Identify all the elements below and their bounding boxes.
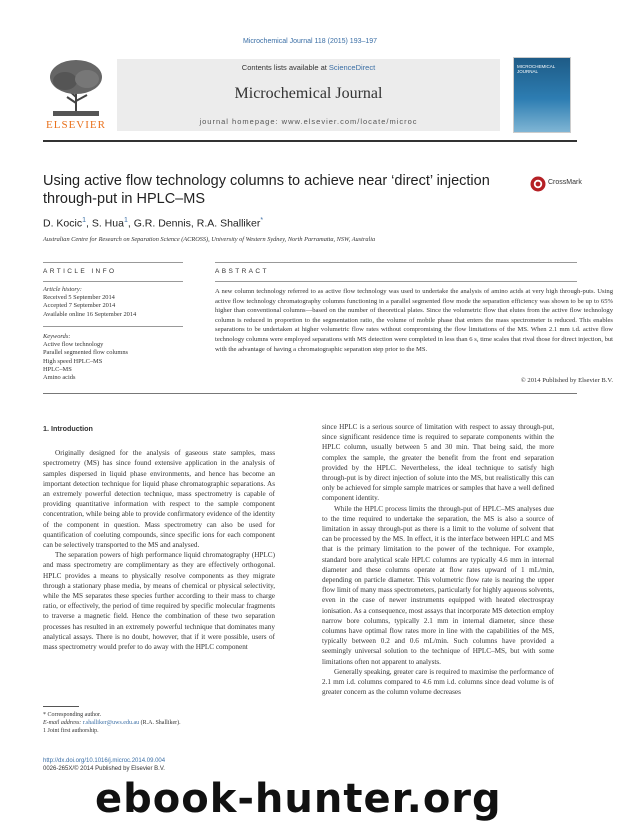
title-line-2: through-put in HPLC–MS bbox=[43, 191, 205, 207]
header-band bbox=[117, 59, 500, 131]
author-name[interactable]: R.A. Shalliker bbox=[196, 217, 261, 230]
abstract-rule-2 bbox=[215, 281, 577, 282]
email-label: E-mail address: bbox=[43, 720, 82, 726]
author-list: D. Kocic$^1$, S. Hua$^1$, G.R. Dennis, R.A. Shalliker* bbox=[43, 217, 264, 230]
body-paragraph: Originally designed for the analysis of gaseous state samples, mass spectrometry (MS) has since found extensive application in the analysis of samples dispersed in liquid phase environments, and hence has become an important detection technique for liquid phase chromatographic separations. As an extremely powerful detection technique, mass spectrometry is capable of providing quantitative information with respect to the sample component concentration, while being able to provide confirmatory evidence of the identity of the component in question. Mass spectrometry can also be used for quantification of coeluting compounds, since specific ions for each component can be selectively transported to the MS and analysed. bbox=[43, 449, 275, 550]
author-mark: 1 bbox=[82, 217, 86, 224]
info-rule-2 bbox=[43, 281, 183, 282]
author-name[interactable]: S. Hua bbox=[91, 217, 124, 230]
history-item: Available online 16 September 2014 bbox=[43, 310, 137, 318]
cover-title: MICROCHEMICAL JOURNAL bbox=[517, 64, 556, 74]
keywords bbox=[43, 333, 128, 382]
title-line-1: Using active flow technology columns to achieve near ‘direct’ injection bbox=[43, 173, 490, 189]
email-note bbox=[43, 719, 181, 727]
keyword-item: Amino acids bbox=[43, 374, 76, 382]
doi-block bbox=[43, 757, 165, 773]
abstract-heading: ABSTRACT bbox=[215, 268, 269, 275]
history-label: Article history: bbox=[43, 286, 82, 293]
info-rule bbox=[43, 262, 183, 263]
abstract-rule bbox=[215, 262, 577, 263]
article-history bbox=[43, 286, 136, 319]
contents-line bbox=[117, 63, 500, 72]
affiliation: Australian Centre for Research on Separation Science (ACROSS), University of Western Sydney, North Parramatta, NSW, Australia bbox=[43, 236, 376, 243]
journal-header bbox=[43, 55, 577, 135]
keyword-item: Active flow technology bbox=[43, 341, 104, 349]
history-item: Accepted 7 September 2014 bbox=[43, 302, 116, 310]
crossmark-label: CrossMark bbox=[548, 179, 582, 186]
keyword-item: Parallel segmented flow columns bbox=[43, 349, 129, 357]
keywords-rule bbox=[43, 326, 183, 327]
corresponding-author-note: * Corresponding author. bbox=[43, 712, 102, 718]
journal-name: Microchemical Journal bbox=[234, 85, 383, 102]
intro-heading: 1. Introduction bbox=[43, 424, 93, 433]
journal-homepage-link[interactable]: journal homepage: www.elsevier.com/locate/microc bbox=[199, 117, 418, 126]
joint-authorship-note: 1 Joint first authorship. bbox=[43, 728, 99, 734]
body-paragraph: since HPLC is a serious source of limitation with respect to assay through-put, since significant residence time is required to separate components within the HPLC column, usually between 5 and 30 min. That being said, the more complex the sample, the greater the benefit from the front end separation provided by the HPLC. Nevertheless, the ideal technique to satisfy high through-put is by direct injection of solute into the MS, but realistically this can only be achieved for simple sample matrices or samples that have a well defined component identity. bbox=[322, 423, 554, 503]
issn-line: 0026-265X/© 2014 Published by Elsevier B.V. bbox=[43, 766, 165, 772]
author-name[interactable]: G.R. Dennis bbox=[133, 217, 191, 230]
abstract-text: A new column technology referred to as active flow technology was used to undertake the analysis of amino acids at very high through-puts. Using active flow technology chromatography columns functioning in a parallel segmented flow mode the separation efficiency was shown to be up to 65% higher than conventional columns—based on the number of theoretical plates. Since the volumetric flow that elutes from the active flow technology column is reduced in proportion to the segmentation ratio, the volume of mobile phase that enters the mass spectrometer is reduced. This enables separations to be undertaken at higher volumetric flow rates without compromising the flow limitations of the MS. When 2.1 mm i.d. active flow technology columns were employed separations with MS detection were completed in less than 6 s, time scales that rival those for direct injection, but with the advantage of having a chromatographic separation step prior to the MS. bbox=[215, 288, 613, 353]
journal-citation[interactable]: Microchemical Journal 118 (2015) 193–197 bbox=[242, 38, 378, 45]
history-item: Received 5 September 2014 bbox=[43, 294, 115, 302]
keyword-item: HPLC–MS bbox=[43, 365, 72, 373]
sciencedirect-link[interactable]: ScienceDirect bbox=[328, 63, 376, 72]
elsevier-wordmark: ELSEVIER bbox=[46, 119, 106, 131]
section-rule bbox=[43, 393, 577, 394]
keyword-item: High speed HPLC–MS bbox=[43, 357, 103, 365]
email-link[interactable]: r.shalliker@uws.edu.au bbox=[82, 720, 140, 726]
left-column bbox=[43, 424, 275, 652]
right-column bbox=[322, 422, 554, 697]
corresponding-mark[interactable]: * bbox=[260, 217, 264, 224]
keywords-label: Keywords: bbox=[43, 333, 71, 340]
author-mark: 1 bbox=[123, 217, 128, 224]
contents-prefix: Contents lists available at bbox=[241, 63, 327, 72]
journal-cover-image bbox=[513, 57, 571, 133]
body-paragraph: Generally speaking, greater care is required to maximise the performance of 2.1 mm i.d. columns compared to 4.6 mm i.d. columns since dead volume is of greater concern as the column volume decreases bbox=[322, 667, 554, 697]
article-title bbox=[43, 172, 513, 208]
body-paragraph: While the HPLC process limits the through-put of HPLC–MS analyses due to the time required to undertake the separation, the MS is also a source of limitation in assay through-put as there is a limit to the volume of solvent that can be processed by the MS. In effect, it is the interface between HPLC and MS that is the primary limitation to the power of the technique. For example, standard bore analytical scale HPLC columns are typically 4.6 mm in internal diameter and these columns operate at flow rates upward of 1 mL/min, depending on particle diameter. This volumetric flow rate is nearing the upper flow limit of many mass spectrometers, particularly for highly aqueous solvents, even in the case of newer instruments equipped with heated electrospray ionisation. As a consequence, most assays that incorporate MS detection employ narrow bore columns, typically 2.1 mm in internal diameter, since these columns have optimal flow rates more in line with the capabilities of the MS, typically between 0.2 and 0.6 mL/min. Such columns have provided a seemingly universal solution to the technique of HPLC–MS, but with some limitations often not apparent to analysts. bbox=[322, 504, 554, 666]
header-rule bbox=[43, 140, 577, 142]
email-suffix: (R.A. Shalliker). bbox=[140, 720, 181, 726]
footnotes bbox=[43, 711, 181, 735]
footnote-rule bbox=[43, 706, 79, 707]
doi-link[interactable]: http://dx.doi.org/10.1016/j.microc.2014.09.004 bbox=[43, 758, 166, 764]
watermark: ebook-hunter.org bbox=[95, 776, 502, 822]
author-name[interactable]: D. Kocic bbox=[43, 217, 83, 230]
crossmark-button[interactable] bbox=[530, 176, 596, 192]
crossmark-icon bbox=[530, 176, 546, 192]
article-info-heading: ARTICLE INFO bbox=[43, 268, 117, 275]
abstract-copyright: © 2014 Published by Elsevier B.V. bbox=[520, 377, 613, 384]
body-paragraph: The separation powers of high performance liquid chromatography (HPLC) and mass spectrometry are complimentary as they are effectively orthogonal. HPLC provides a means to physically resolve components as they migrate through a stationary phase media, by means of chemical or physical selectivity, while the MS separates these species further according to their mass to charge ratio, or effectively, the period of time required by specific molecular fragments to traverse a magnetic field. Hence the combination of these two separation processes has resulted in an extremely powerful technique that dominates many analytical assays. There is no doubt, however, that if it were possible, users of mass spectrometry would prefer to do away with the HPLC component bbox=[43, 551, 275, 652]
